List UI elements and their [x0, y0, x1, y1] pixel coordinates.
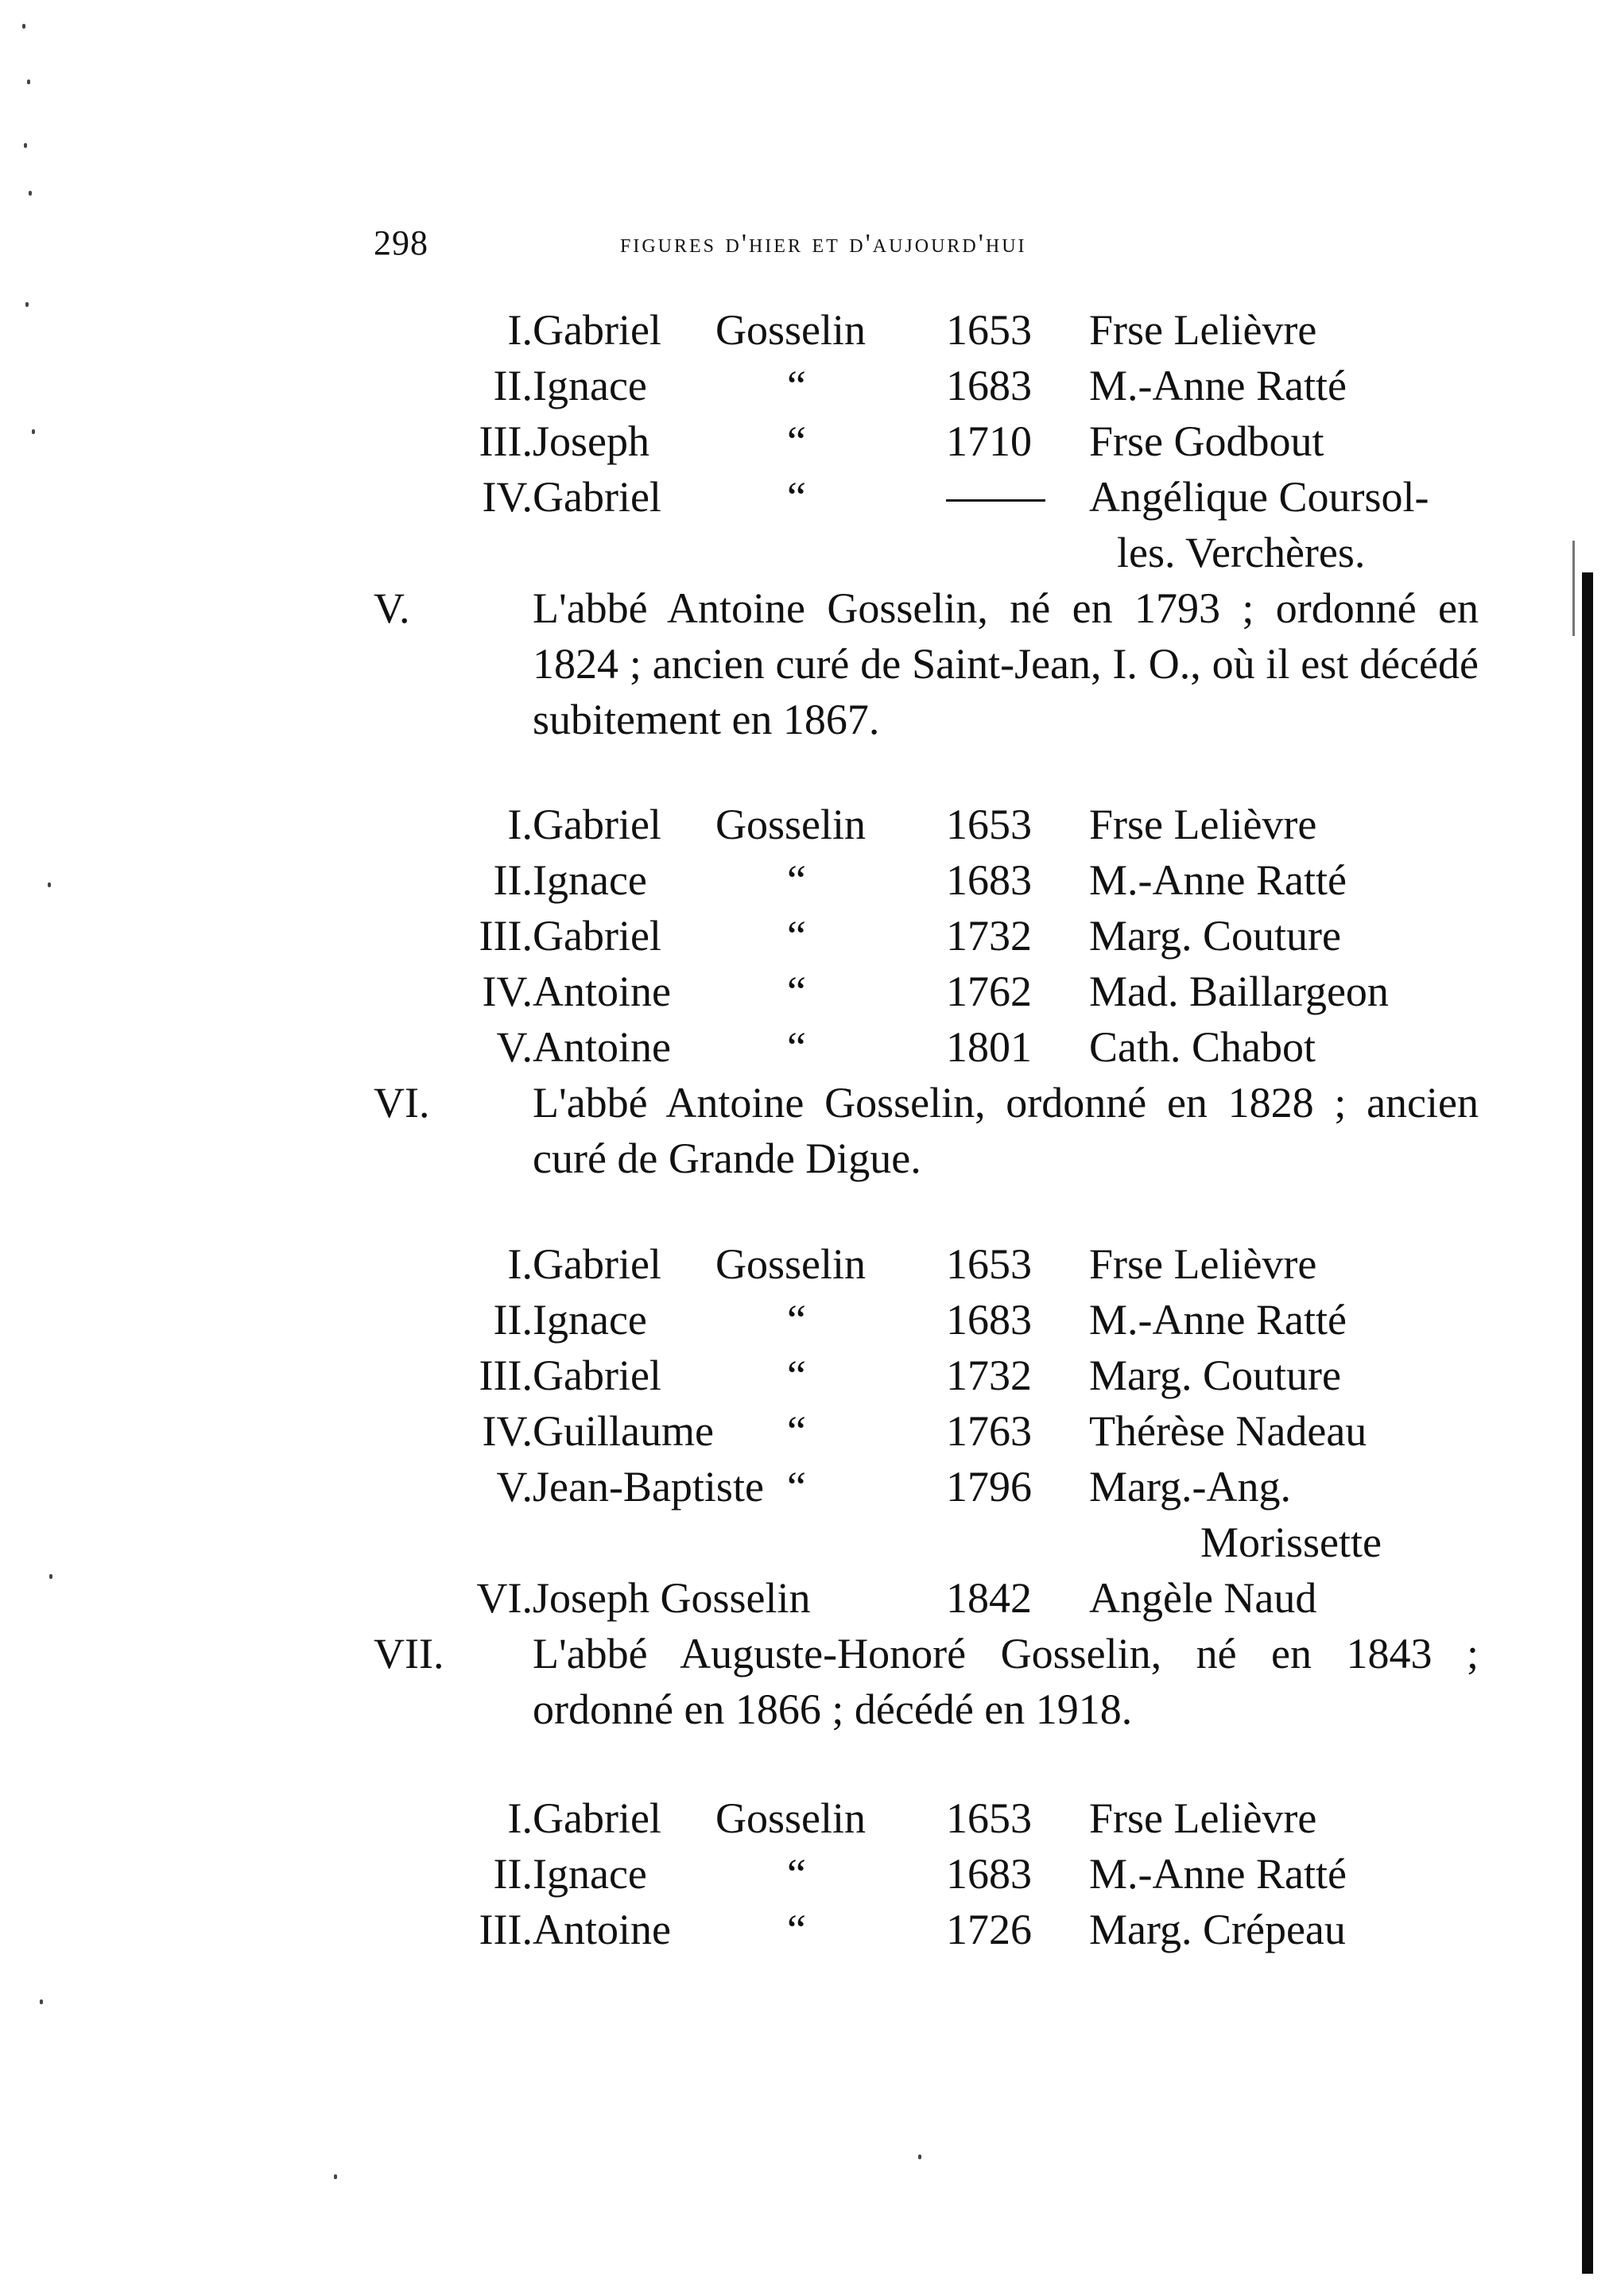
generation-number: IV. — [482, 473, 533, 521]
generation-number: I. — [507, 1794, 533, 1842]
generation-number: II. — [493, 1850, 533, 1898]
ditto-mark: “ — [787, 1463, 806, 1511]
ditto-mark: “ — [787, 968, 806, 1015]
spouse-name: Angélique Coursol- — [1089, 473, 1429, 521]
marriage-year: 1653 — [946, 1794, 1032, 1842]
ditto-mark: “ — [787, 473, 806, 521]
generation-number: I. — [507, 801, 533, 848]
given-name: Gabriel — [533, 1240, 661, 1288]
marriage-year: 1683 — [946, 362, 1032, 409]
spouse-name: Marg. Couture — [1089, 1352, 1341, 1399]
spouse-name: Frse Lelièvre — [1089, 1240, 1317, 1288]
scan-speck — [49, 1574, 52, 1579]
given-name: Ignace — [533, 856, 647, 904]
ditto-mark: “ — [787, 362, 806, 409]
marriage-year: 1732 — [946, 912, 1032, 960]
generation-number: VI. — [476, 1574, 533, 1622]
priest-text: L'abbé Auguste-Honoré Gosselin, né en 1843 ; ordonné en 1866 ; décédé en 1918. — [533, 1630, 1479, 1733]
marriage-year: 1796 — [946, 1463, 1032, 1511]
priest-entry — [374, 1626, 1479, 1737]
marriage-year: 1683 — [946, 1850, 1032, 1898]
generation-number: IV. — [482, 1407, 533, 1455]
ditto-mark: “ — [787, 417, 806, 465]
given-name: Joseph — [533, 417, 649, 465]
scan-speck — [918, 2154, 921, 2159]
generation-number: I. — [507, 306, 533, 354]
ditto-mark: “ — [787, 1407, 806, 1455]
spouse-name: M.-Anne Ratté — [1089, 1296, 1347, 1344]
ditto-mark: “ — [787, 856, 806, 904]
given-name: Guillaume — [533, 1407, 714, 1455]
spouse-name: Frse Lelièvre — [1089, 1794, 1317, 1842]
given-name: Ignace — [533, 362, 647, 409]
generation-number: I. — [507, 1240, 533, 1288]
year-unknown-dash — [946, 499, 1045, 502]
generation-number: VI. — [374, 1079, 430, 1127]
generation-number: V. — [496, 1023, 533, 1071]
given-name: Gabriel — [533, 912, 661, 960]
scan-speck — [24, 143, 27, 148]
running-title: figures d'hier et d'aujourd'hui — [620, 229, 1027, 258]
marriage-year: 1683 — [946, 1296, 1032, 1344]
spouse-name: Mad. Baillargeon — [1089, 968, 1389, 1015]
marriage-year: 1726 — [946, 1906, 1032, 1953]
marriage-year: 1653 — [946, 1240, 1032, 1288]
marriage-year: 1732 — [946, 1352, 1032, 1399]
marriage-year: 1710 — [946, 417, 1032, 465]
generation-number: II. — [493, 362, 533, 409]
scan-speck — [48, 882, 51, 887]
scan-speck — [32, 429, 35, 434]
marriage-year: 1801 — [946, 1023, 1032, 1071]
spouse-name: Frse Godbout — [1089, 417, 1324, 465]
marriage-year: 1653 — [946, 306, 1032, 354]
priest-entry — [374, 580, 1479, 747]
ditto-mark: “ — [787, 1023, 806, 1071]
generation-number: V. — [496, 1463, 533, 1511]
generation-number: IV. — [482, 968, 533, 1015]
spouse-name: Marg. Couture — [1089, 912, 1341, 960]
given-name: Antoine — [533, 968, 671, 1015]
given-name: Gabriel — [533, 306, 661, 354]
ditto-mark: “ — [787, 1850, 806, 1898]
spouse-name: Marg. Crépeau — [1089, 1906, 1346, 1953]
given-name: Gabriel — [533, 801, 661, 848]
page-number: 298 — [374, 223, 428, 262]
scan-speck — [334, 2174, 337, 2179]
spouse-continuation: les. Verchères. — [1117, 529, 1366, 576]
ditto-mark: “ — [787, 1906, 806, 1953]
given-name: Gabriel — [533, 473, 661, 521]
given-name: Gabriel — [533, 1352, 661, 1399]
priest-entry — [374, 1075, 1479, 1186]
ditto-mark: “ — [787, 1352, 806, 1399]
given-name: Antoine — [533, 1023, 671, 1071]
surname: Gosselin — [715, 801, 866, 848]
given-name: Gabriel — [533, 1794, 661, 1842]
surname: Gosselin — [715, 1794, 866, 1842]
given-name: Antoine — [533, 1906, 671, 1953]
generation-number: II. — [493, 1296, 533, 1344]
priest-text: L'abbé Antoine Gosselin, ordonné en 1828 ; ancien curé de Grande Digue. — [533, 1079, 1479, 1182]
marriage-year: 1653 — [946, 801, 1032, 848]
scan-speck — [29, 191, 32, 196]
generation-number: II. — [493, 856, 533, 904]
generation-number: III. — [479, 417, 533, 465]
surname: Gosselin — [715, 1240, 866, 1288]
scan-speck — [27, 80, 30, 84]
generation-number: III. — [479, 1906, 533, 1953]
surname: Gosselin — [715, 306, 866, 354]
generation-number: VII. — [374, 1630, 444, 1677]
generation-number: III. — [479, 1352, 533, 1399]
spouse-name: M.-Anne Ratté — [1089, 856, 1347, 904]
given-name: Ignace — [533, 1850, 647, 1898]
marriage-year: 1842 — [946, 1574, 1032, 1622]
spouse-name: Marg.-Ang. — [1089, 1463, 1291, 1511]
scan-speck — [25, 302, 29, 307]
spouse-name: Frse Lelièvre — [1089, 801, 1317, 848]
marriage-year: 1762 — [946, 968, 1032, 1015]
spouse-name: Angèle Naud — [1089, 1574, 1317, 1622]
spouse-name: Frse Lelièvre — [1089, 306, 1317, 354]
scan-speck — [40, 1999, 43, 2004]
given-name: Joseph Gosselin — [533, 1574, 811, 1622]
given-name: Jean-Baptiste — [533, 1463, 764, 1511]
spouse-name: M.-Anne Ratté — [1089, 1850, 1347, 1898]
scan-edge-shadow — [1582, 572, 1593, 2274]
spouse-continuation: Morissette — [1200, 1518, 1382, 1566]
marriage-year: 1683 — [946, 856, 1032, 904]
spouse-name: Thérèse Nadeau — [1089, 1407, 1367, 1455]
generation-number: V. — [374, 584, 410, 632]
spouse-name: Cath. Chabot — [1089, 1023, 1316, 1071]
given-name: Ignace — [533, 1296, 647, 1344]
scan-edge-line — [1572, 541, 1575, 636]
marriage-year: 1763 — [946, 1407, 1032, 1455]
spouse-name: M.-Anne Ratté — [1089, 362, 1347, 409]
generation-number: III. — [479, 912, 533, 960]
scan-speck — [22, 24, 25, 29]
priest-text: L'abbé Antoine Gosselin, né en 1793 ; ordonné en 1824 ; ancien curé de Saint-Jean, I. O., où il est décédé subitement en 1867. — [533, 584, 1479, 743]
ditto-mark: “ — [787, 1296, 806, 1344]
ditto-mark: “ — [787, 912, 806, 960]
